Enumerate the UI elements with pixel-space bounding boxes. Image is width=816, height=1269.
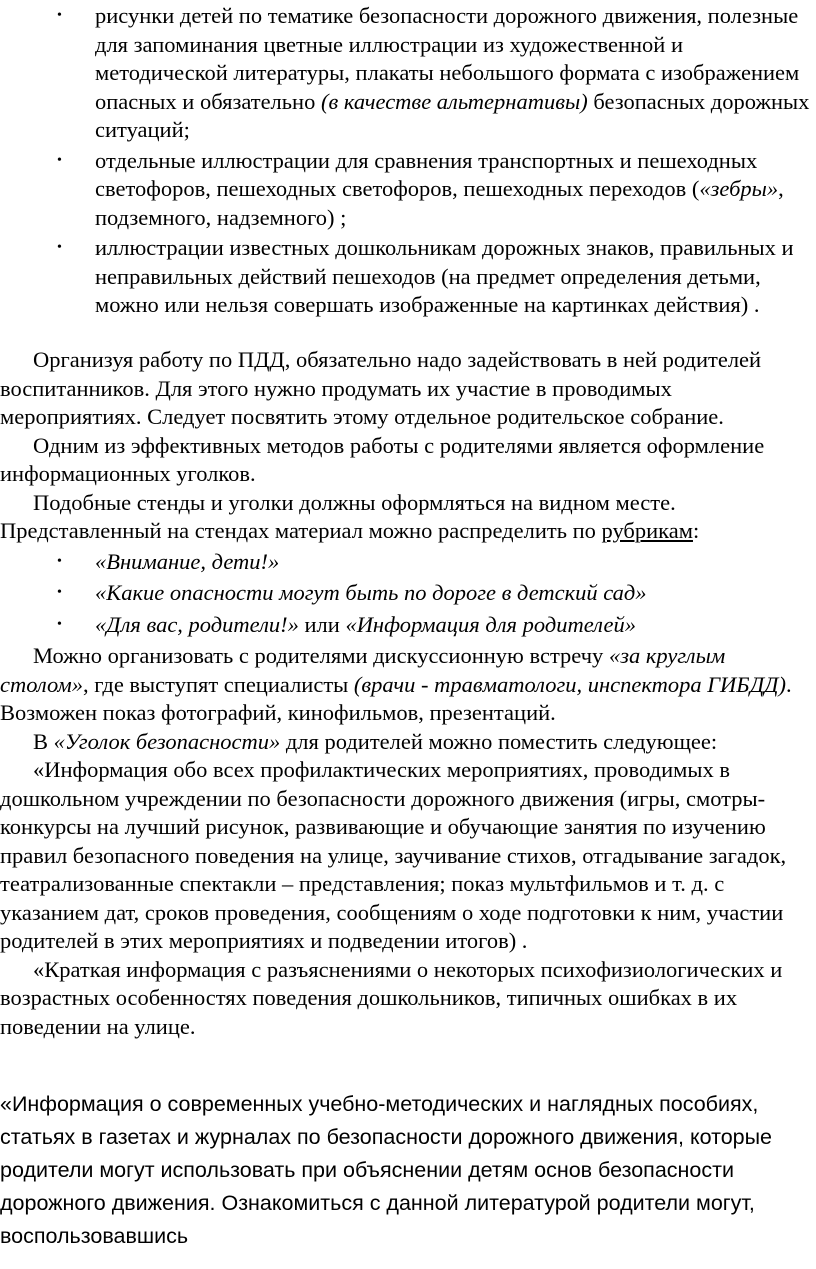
paragraph-italic: «Уголок безопасности» [53, 728, 281, 754]
paragraph-italic: (врачи - травматологи, инспектора ГИБДД) [353, 671, 786, 697]
list-item [0, 611, 812, 640]
paragraph-stands [0, 489, 812, 546]
rubric-attention-children: «Внимание, дети!» [95, 548, 280, 574]
paragraph-text: В [33, 728, 54, 754]
document-body-final [0, 1088, 812, 1253]
bullet-icon: • [57, 585, 62, 600]
list-item [0, 147, 816, 233]
paragraph-text: для родителей можно поместить следующее: [280, 728, 718, 754]
list-item-italic: «зебры» [699, 176, 779, 201]
list-item-text: отдельные иллюстрации для сравнения транспортных и пешеходных светофоров, пешеходных светофоров, пешеходных переходов ( [95, 147, 758, 201]
paragraph-info-corners: Одним из эффективных методов работы с родителями является оформление информационных уголков. [0, 432, 765, 486]
list-item-text: рисунки детей по тематике безопасности дорожного движения, полезные для запоминания цветные иллюстрации из художественной и методической литературы, плакаты небольшого формата с изображением опасных и обязательно [95, 3, 800, 114]
rubrics-link[interactable]: рубрикам [601, 518, 693, 543]
rubric-or: или [298, 611, 346, 637]
paragraph-events-info: «Информация обо всех профилактических мероприятиях, проводимых в дошкольном учреждении по безопасности дорожного движения (игры, смотры-конкурсы на лучший рисунок, развивающие и обучающие занятия по изучению правил безопасного поведения на улице, заучивание стихов, отгадывание загадок, театрализованные спектакли – представления; показ мультфильмов и т. д. с указанием дат, сроков проведения, сообщениям о ходе подготовки к ним, участии родителей в этих мероприятиях и подведении итогов) . [0, 757, 787, 953]
rubric-dangers-on-road: «Какие опасности могут быть по дороге в детский сад» [95, 580, 647, 605]
bullet-icon: • [57, 152, 62, 168]
bullet-icon: • [57, 240, 62, 255]
list-item-italic: (в качестве альтернативы) [320, 88, 588, 114]
list-item [0, 548, 812, 577]
document-body [0, 346, 812, 1041]
paragraph-parents-involvement: Организуя работу по ПДД, обязательно надо задействовать в ней родителей воспитанников. Для этого нужно продумать их участие в проводимых мероприятиях. Следует посвятить этому отдельное родительское собрание. [0, 347, 762, 429]
bullet-icon: • [57, 616, 62, 632]
paragraph-text: Можно организовать с родителями дискуссионную встречу [33, 643, 609, 668]
paragraph-text: . Возможен показ фотографий, кинофильмов, презентаций. [0, 671, 792, 725]
bullet-icon: • [57, 8, 62, 23]
rubric-info-for-parents: «Информация для родителей» [345, 611, 636, 637]
list-item [0, 2, 816, 145]
list-item [0, 234, 816, 320]
paragraph-text: Подобные стенды и уголки должны оформляться на видном месте. Представленный на стендах материал можно распределить по [0, 489, 676, 543]
paragraph-round-table [0, 642, 812, 728]
list-item-text: , подземного, надземного) ; [95, 176, 784, 230]
paragraph-text: : [692, 518, 700, 543]
materials-bullet-list [0, 2, 816, 322]
paragraph-italic: «за круглым столом» [0, 643, 726, 697]
paragraph-brief-info: «Краткая информация с разъяснениями о некоторых психофизиологических и возрастных особенностях поведения дошкольников, типичных ошибках в их поведении на улице. [0, 956, 783, 1039]
list-item [0, 579, 812, 608]
bullet-icon: • [57, 553, 62, 569]
rubric-for-parents: «Для вас, родители!» [95, 611, 299, 637]
paragraph-safety-corner [0, 728, 812, 757]
rubrics-bullet-list [0, 548, 812, 640]
list-item-text: иллюстрации известных дошкольникам дорожных знаков, правильных и неправильных действий пешеходов (на предмет определения детьми, можно или нельзя совершать изображенные на картинках действия) . [95, 235, 794, 317]
list-item-text: безопасных дорожных ситуаций; [95, 88, 810, 142]
paragraph-methodical-info: «Информация о современных учебно-методических и наглядных пособиях, статьях в газетах и журналах по безопасности дорожного движения, которые родители могут использовать при объяснении детям основ безопасности дорожного движения. Ознакомиться с данной литературой родители могут, воспользовавшись [0, 1092, 773, 1248]
paragraph-text: , где выступят специалисты [83, 671, 354, 697]
